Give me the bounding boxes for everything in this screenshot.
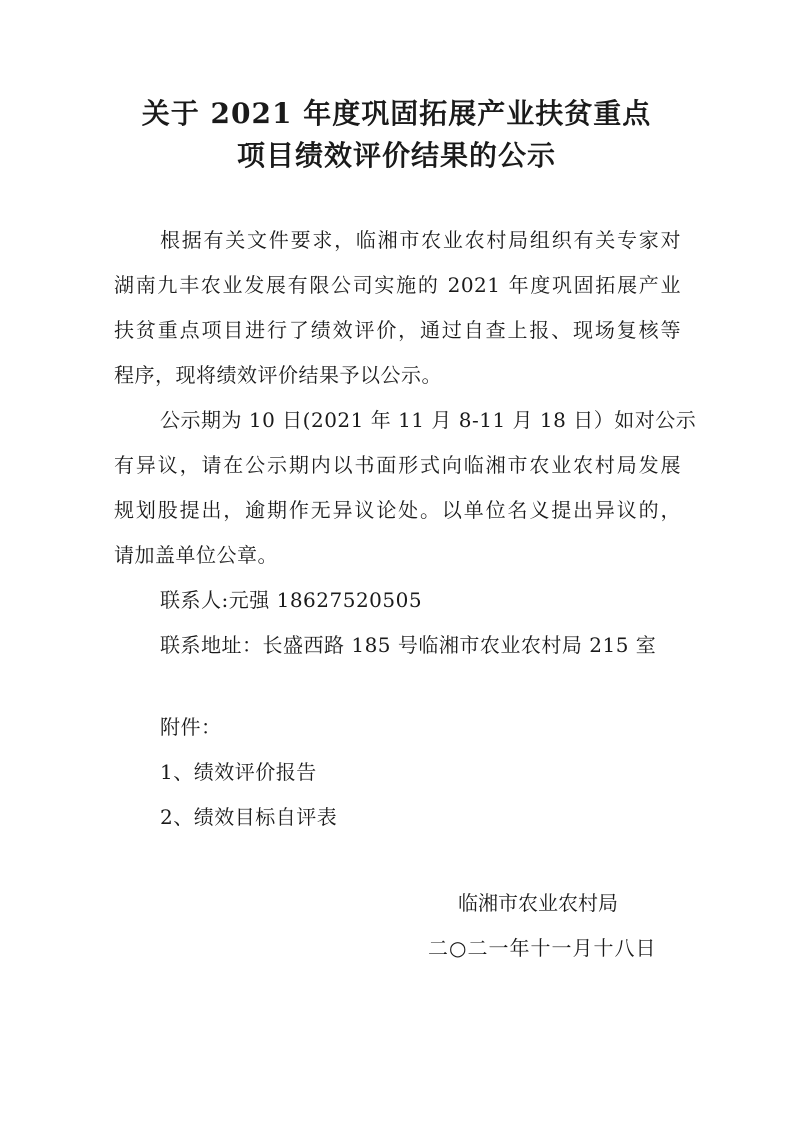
document-title-line-1: 关于 2021 年度巩固拓展产业扶贫重点 [141,97,652,130]
attachments-heading: 附件： [160,715,222,739]
paragraph-2-line-1: 公示期为 10 日(2021 年 11 月 8-11 月 18 日）如对公示 [160,408,697,432]
contact-person: 联系人:元强 18627520505 [160,588,423,612]
paragraph-2-line-4: 请加盖单位公章。 [114,543,278,567]
paragraph-1-line-1: 根据有关文件要求，临湘市农业农村局组织有关专家对 [160,228,681,252]
issue-date: 二○二一年十一月十八日 [428,936,657,960]
paragraph-2-line-3: 规划股提出，逾期作无异议论处。以单位名义提出异议的， [114,498,681,522]
attachment-item-2: 2、绩效目标自评表 [160,805,338,829]
paragraph-1-line-4: 程序，现将绩效评价结果予以公示。 [114,363,442,387]
paragraph-2-line-2: 有异议，请在公示期内以书面形式向临湘市农业农村局发展 [114,453,681,477]
document-title-line-2: 项目绩效评价结果的公示 [236,139,556,172]
paragraph-1-line-2: 湖南九丰农业发展有限公司实施的 2021 年度巩固拓展产业 [114,273,681,297]
contact-address: 联系地址：长盛西路 185 号临湘市农业农村局 215 室 [160,633,657,657]
attachment-item-1: 1、绩效评价报告 [160,760,317,784]
issuing-organization: 临湘市农业农村局 [458,891,618,915]
paragraph-1-line-3: 扶贫重点项目进行了绩效评价，通过自查上报、现场复核等 [114,318,681,342]
